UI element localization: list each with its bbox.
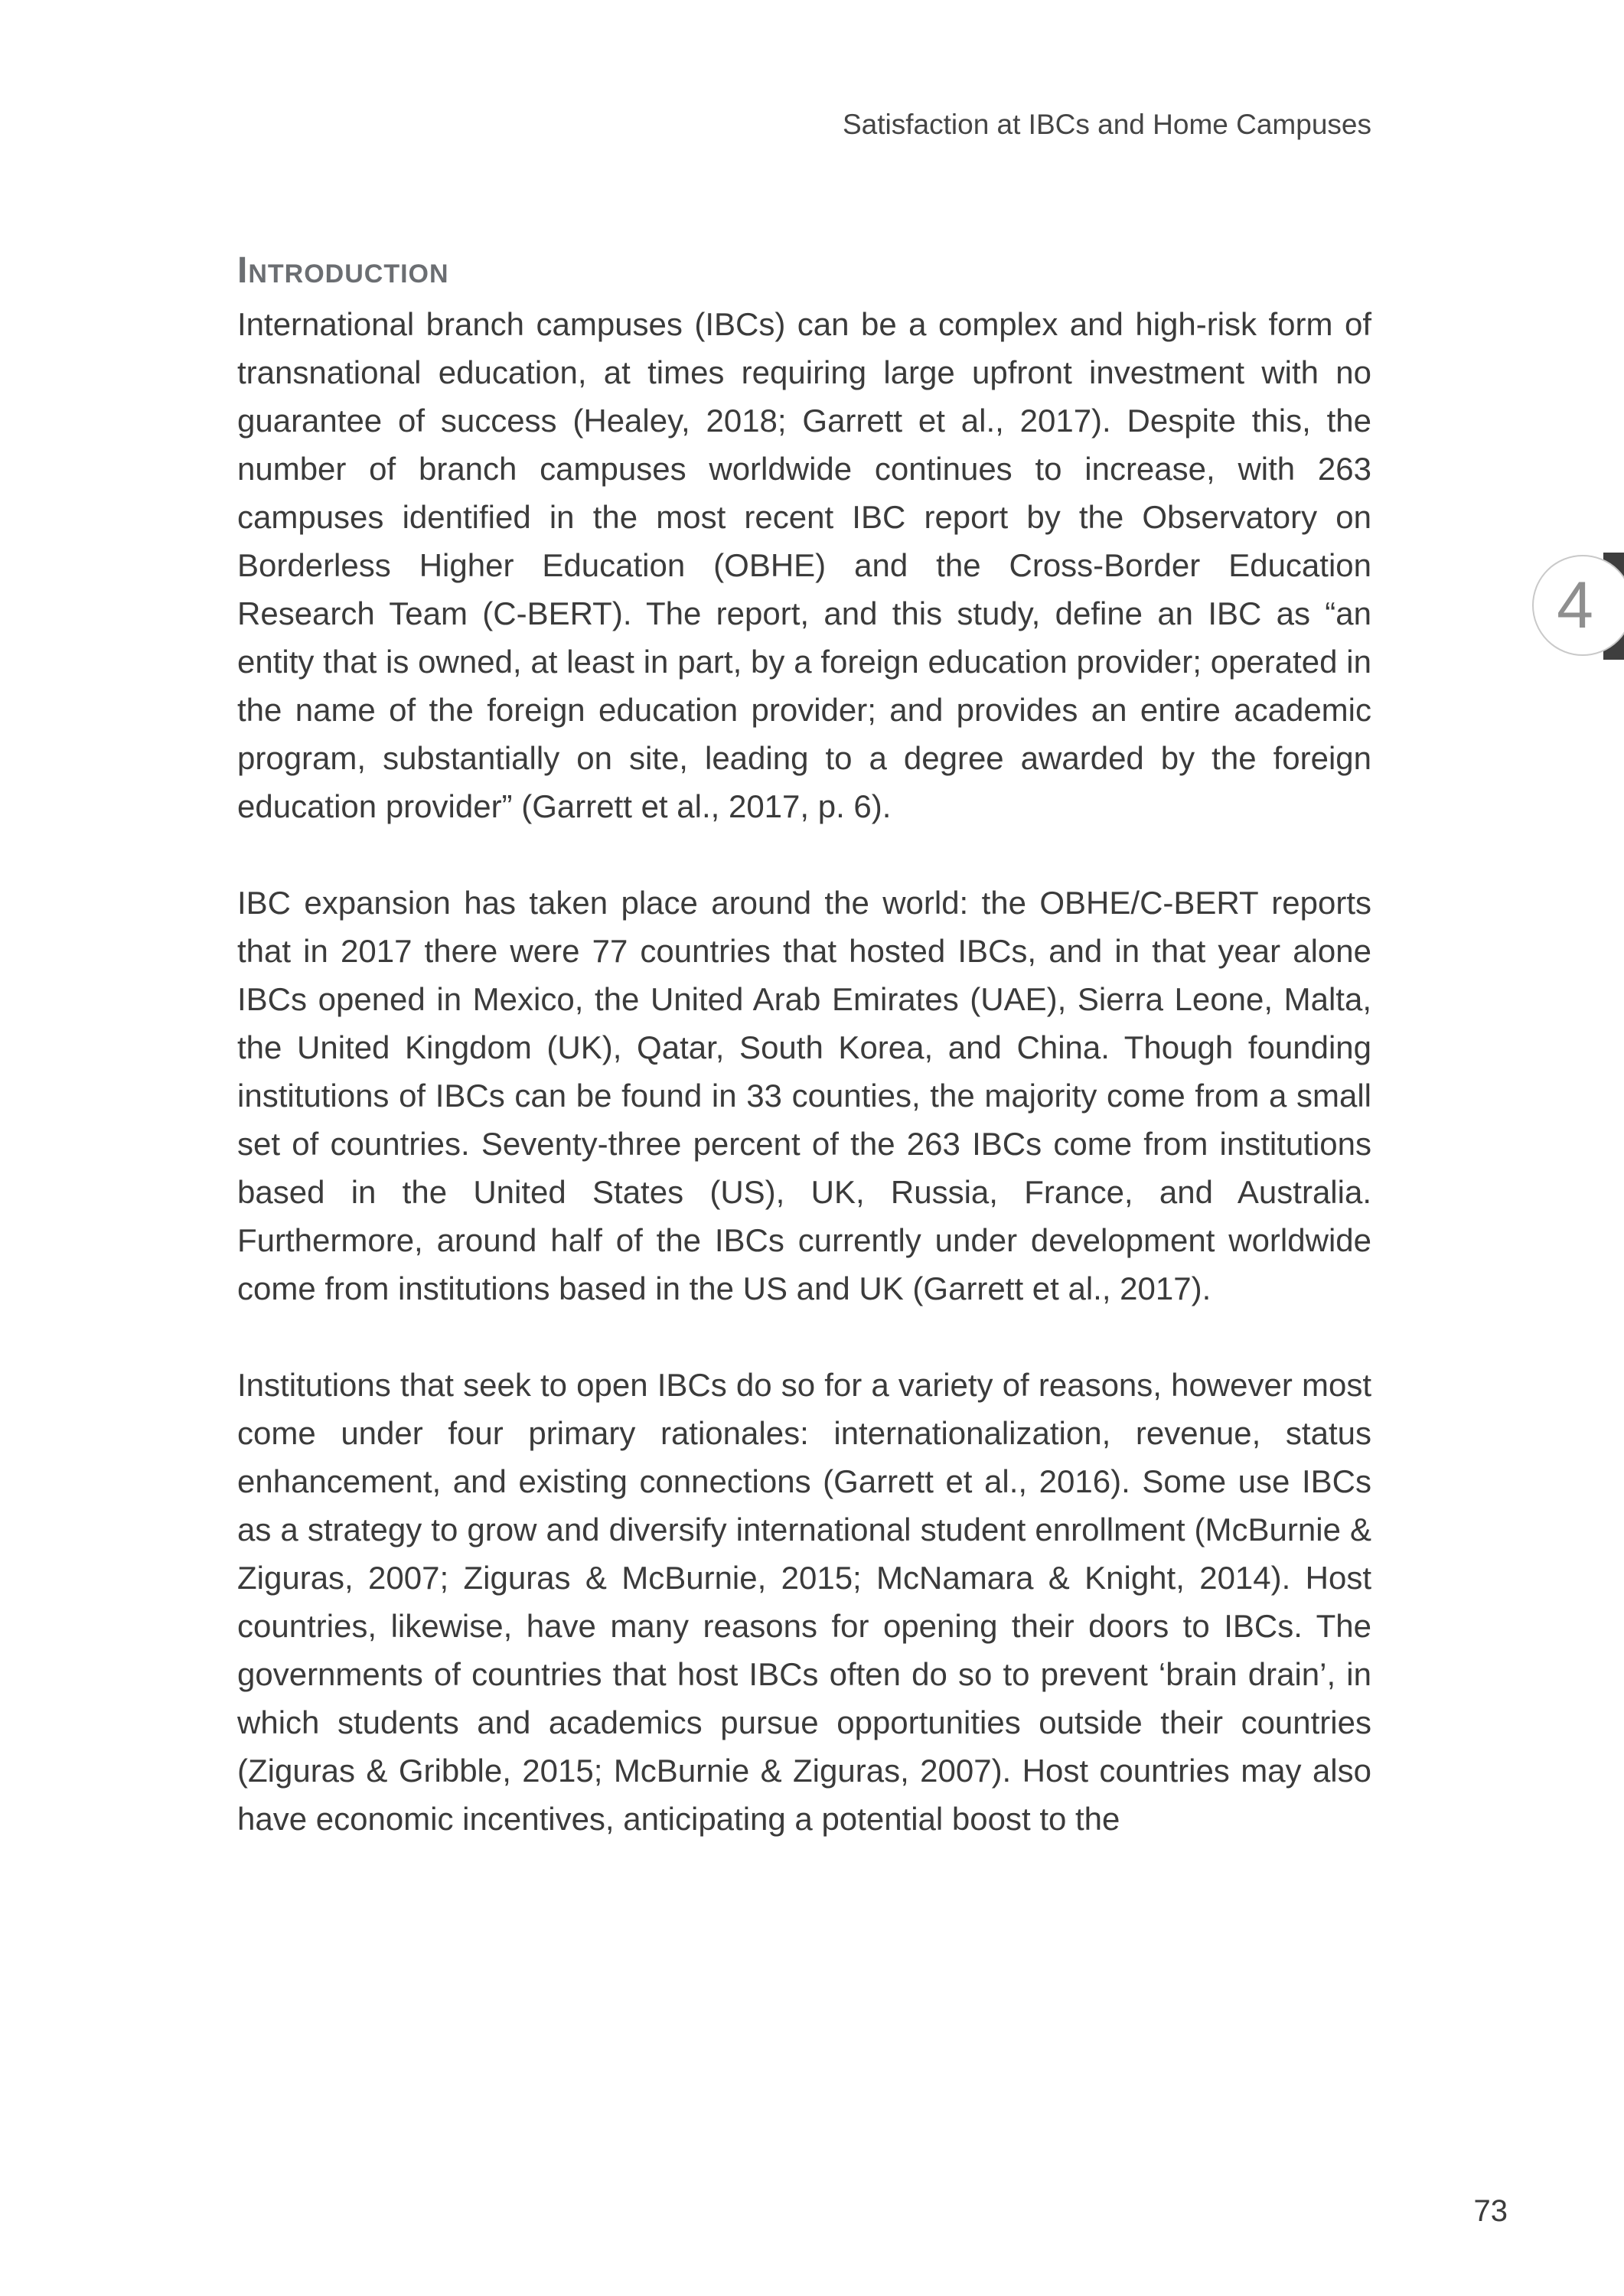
page-number: 73 bbox=[1473, 2194, 1508, 2228]
chapter-number: 4 bbox=[1557, 569, 1593, 642]
chapter-number-circle bbox=[1532, 555, 1624, 656]
chapter-tab bbox=[1509, 553, 1624, 660]
paragraph: IBC expansion has taken place around the world: the OBHE/C-BERT reports that in 2017 there were 77 countries that hosted IBCs, and in that year alone IBCs opened in Mexico, the United Arab Emirates (UAE), Sierra Leone, Malta, the United Kingdom (UK), Qatar, South Korea, and China. Though founding institutions of IBCs can be found in 33 counties, the majority come from a small set of countries. Seventy-three percent of the 263 IBCs come from institutions based in the United States (US), UK, Russia, France, and Australia. Furthermore, around half of the IBCs currently under development worldwide come from institutions based in the US and UK (Garrett et al., 2017). bbox=[237, 885, 1371, 1306]
paragraph: International branch campuses (IBCs) can be a complex and high-risk form of transnational education, at times requiring large upfront investment with no guarantee of success (Healey, 2018; Garrett et al., 2017). Despite this, the number of branch campuses worldwide continues to increase, with 263 campuses identified in the most recent IBC report by the Observatory on Borderless Higher Education (OBHE) and the Cross-Border Education Research Team (C-BERT). The report, and this study, define an IBC as “an entity that is owned, at least in part, by a foreign education provider; operated in the name of the foreign education provider; and provides an entire academic program, substantially on site, leading to a degree awarded by the foreign education provider” (Garrett et al., 2017, p. 6). bbox=[237, 306, 1371, 824]
text-column bbox=[237, 0, 1371, 1891]
running-header: Satisfaction at IBCs and Home Campuses bbox=[843, 109, 1371, 140]
section-heading-introduction: Introduction bbox=[237, 250, 449, 291]
article-body bbox=[237, 300, 1371, 1843]
paragraph: Institutions that seek to open IBCs do so for a variety of reasons, however most come under four primary rationales: internationalization, revenue, status enhancement, and existing connections (Garrett et al., 2016). Some use IBCs as a strategy to grow and diversify international student enrollment (McBurnie & Ziguras, 2007; Ziguras & McBurnie, 2015; McNamara & Knight, 2014). Host countries, likewise, have many reasons for opening their doors to IBCs. The governments of countries that host IBCs often do so to prevent ‘brain drain’, in which students and academics pursue opportunities outside their countries (Ziguras & Gribble, 2015; McBurnie & Ziguras, 2007). Host countries may also have economic incentives, anticipating a potential boost to the bbox=[237, 1367, 1371, 1837]
